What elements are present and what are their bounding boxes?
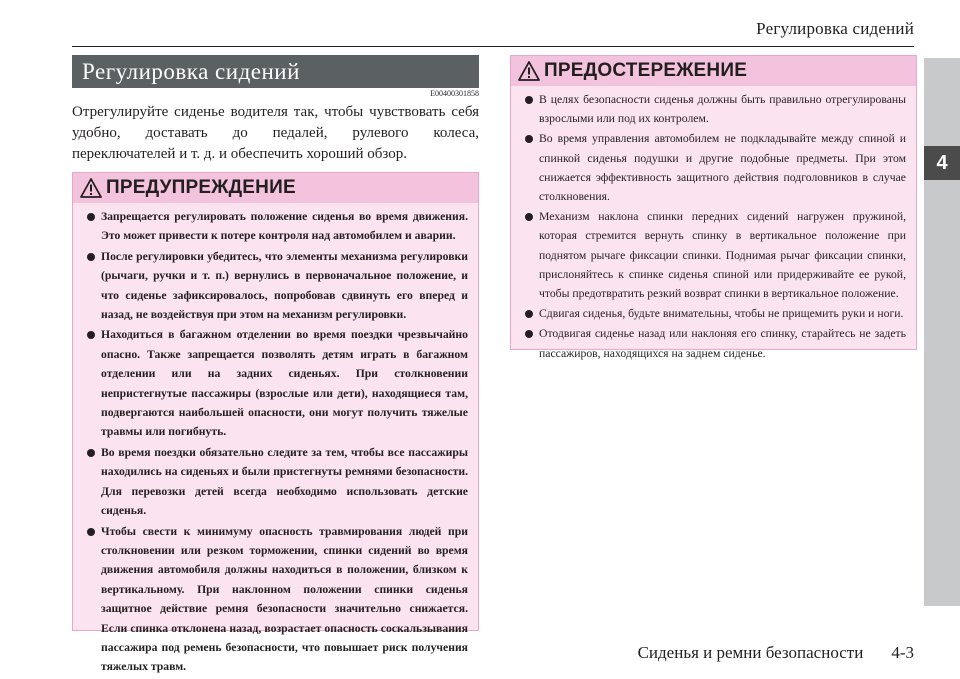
chapter-number: 4: [924, 146, 960, 180]
section-code: E00400301858: [430, 89, 479, 98]
chapter-side-tab: [924, 58, 960, 606]
bullet-icon: [87, 528, 95, 536]
warning-list: [73, 203, 478, 677]
caution-item-text: Отодвигая сиденье назад или наклоняя его спинку, старайтесь не задеть пассажиров, находящихся на заднем сиденье.: [539, 327, 906, 360]
intro-paragraph: Отрегулируйте сиденье водителя так, чтобы чувствовать себя удобно, доставать до педалей, рулевого колеса, переключателей и т. д. и обеспечить хороший обзор.: [72, 104, 479, 162]
bullet-icon: [87, 331, 95, 339]
warning-item-text: Запрещается регулировать положение сиденья во время движения. Это может привести к потере контроля над автомобилем и аварии.: [101, 210, 468, 243]
warning-item: [84, 207, 468, 246]
warning-item: [84, 443, 468, 521]
caution-item-text: Сдвигая сиденья, будьте внимательны, чтобы не прищемить руки и ноги.: [539, 307, 904, 321]
caution-item: [522, 304, 906, 323]
caution-title: ПРЕДОСТЕРЕЖЕНИЕ: [544, 60, 748, 81]
caution-item-text: Механизм наклона спинки передних сидений нагружен пружиной, которая стремится вернуть спинку в вертикальное положение при поднятом рычаге фиксации спинки. Поднимая рычаг фиксации спинки, прислоняйтесь к спинке сиденья спиной или придерживайте ее рукой, чтобы предотвратить резкий возврат спинки в вертикальное положение.: [539, 210, 906, 301]
bullet-icon: [87, 213, 95, 221]
warning-triangle-icon: [80, 178, 102, 198]
warning-box: [72, 172, 479, 674]
warning-item: [84, 325, 468, 441]
caution-list: [511, 86, 916, 363]
caution-item: [522, 324, 906, 362]
bullet-icon: [87, 449, 95, 457]
header-rule: [72, 46, 914, 47]
bullet-icon: [525, 330, 533, 338]
warning-item-text: Находиться в багажном отделении во время поездки чрезвычайно опасно. Также запрещается позволять детям играть в багажном отделении или на задних сиденьях. При столкновении непристегнутые пассажиры (взрослые или дети), находящиеся там, подвергаются наибольшей опасности, они могут получить тяжелые травмы или погибнуть.: [101, 328, 468, 439]
footer-section: Сиденья и ремни безопасности: [637, 643, 864, 662]
warning-item-text: После регулировки убедитесь, что элементы механизма регулировки (рычаги, ручки и т. п.) вернулись в первоначальное положение, и что сиденье зафиксировалось, попробовав сдвинуть его вперед и назад, не воздействуя при этом на механизм регулировки.: [101, 249, 468, 322]
caution-item: [522, 90, 906, 128]
section-title-bar: Регулировка сидений: [72, 55, 479, 88]
warning-item: [84, 522, 468, 677]
page-number: 4-3: [891, 643, 914, 662]
warning-title: ПРЕДУПРЕЖДЕНИЕ: [106, 177, 296, 198]
bullet-icon: [525, 213, 533, 221]
page-footer: [638, 643, 914, 663]
warning-item-text: Чтобы свести к минимуму опасность травмирования людей при столкновении или резком торможении, спинки сидений во время движения автомобиля должны находиться в положении, близком к вертикальному. При наклонном положении спинки сиденья защитное действие ремня безопасности значительно снижается. Если спинка отклонена назад, возрастает опасность соскальзывания пассажира под ремень безопасности, что повышает риск получения тяжелых травм.: [101, 524, 468, 674]
caution-item-text: Во время управления автомобилем не подкладывайте между спиной и спинкой сиденья подушки и другие подобные предметы. При этом снижается эффективность защитного действия подголовников в случае столкновения.: [539, 132, 906, 204]
page-header-title: Регулировка сидений: [756, 19, 914, 38]
warning-item-text: Во время поездки обязательно следите за тем, чтобы все пассажиры находились на сиденьях и были пристегнуты ремнями безопасности. Для перевозки детей всегда необходимо использовать детские сиденья.: [101, 445, 468, 518]
caution-header: [511, 56, 916, 86]
warning-item: [84, 247, 468, 325]
bullet-icon: [525, 310, 533, 318]
bullet-icon: [525, 96, 533, 104]
caution-item-text: В целях безопасности сиденья должны быть правильно отрегулированы взрослыми или под их контролем.: [539, 93, 906, 126]
caution-item: [522, 129, 906, 206]
bullet-icon: [525, 135, 533, 143]
warning-triangle-icon: [518, 61, 540, 81]
bullet-icon: [87, 253, 95, 261]
caution-box: [510, 55, 917, 360]
warning-header: [73, 173, 478, 203]
caution-item: [522, 207, 906, 303]
